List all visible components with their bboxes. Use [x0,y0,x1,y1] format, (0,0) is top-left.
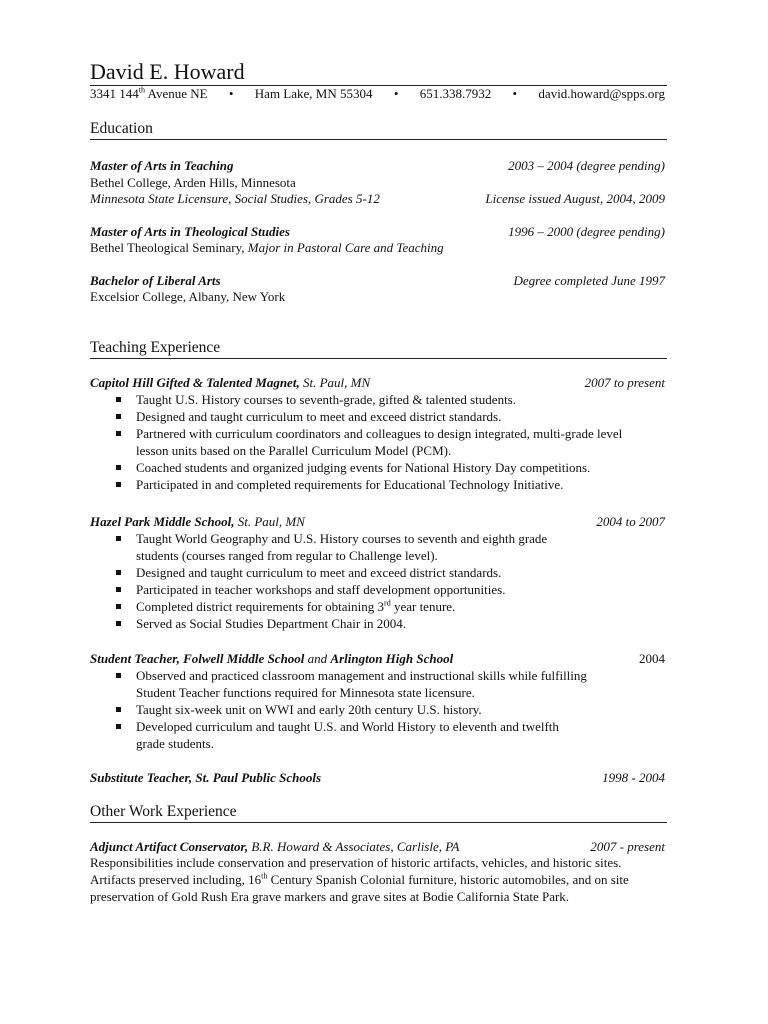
degree-title: Bachelor of Liberal Arts [90,273,221,288]
list-item: Completed district requirements for obtaining 3rd year tenure. [90,598,665,615]
contact-separator: • [393,86,399,101]
licensure-text: Minnesota State Licensure, Social Studies, Grades 5-12 [90,191,380,206]
list-item: Taught six-week unit on WWI and early 20th century U.S. history. [90,701,665,718]
license-issued: License issued August, 2004, 2009 [485,191,665,206]
education-entry [90,157,665,174]
job-header [90,838,665,855]
contact-email[interactable]: david.howard@spps.org [538,86,665,101]
education-entry [90,223,665,240]
section-heading-other-work: Other Work Experience [90,802,667,823]
contact-separator: • [228,86,234,101]
list-item: Designed and taught curriculum to meet and exceed district standards. [90,408,665,425]
list-item: Served as Social Studies Department Chair in 2004. [90,615,665,632]
list-item: Participated in teacher workshops and staff development opportunities. [90,581,665,598]
contact-phone: 651.338.7932 [419,86,492,101]
job-description: Artifacts preserved including, 16th Century Spanish Colonial furniture, historic automobiles, and on site [90,871,629,887]
list-item: Taught U.S. History courses to seventh-grade, gifted & talented students. [90,391,665,408]
list-item: Taught World Geography and U.S. History courses to seventh and eighth grade students (courses ranged from regular to Challenge level). [90,530,665,564]
job-date: 1998 - 2004 [602,770,665,785]
list-item: Partnered with curriculum coordinators and colleagues to design integrated, multi-grade level lesson units based on the Parallel Curriculum Model (PCM). [90,425,665,459]
job-header [90,769,665,786]
job-employer: Substitute Teacher, St. Paul Public Schools [90,770,322,785]
contact-separator: • [512,86,518,101]
job-date: 2004 to 2007 [596,514,665,529]
education-entry [90,272,665,289]
degree-date: 2003 – 2004 (degree pending) [508,158,665,173]
job-employer: Adjunct Artifact Conservator, B.R. Howard & Associates, Carlisle, PA [90,839,460,854]
list-item: Observed and practiced classroom management and instructional skills while fulfilling Student Teacher functions required for Minnesota state licensure. [90,667,665,701]
school-line: Bethel College, Arden Hills, Minnesota [90,175,296,190]
job-description: Responsibilities include conservation and preservation of historic artifacts, vehicles, and historic sites. [90,855,622,870]
job-header [90,650,665,667]
job-date: 2007 to present [584,375,665,390]
resume-name: David E. Howard [90,59,667,86]
school-line: Bethel Theological Seminary, Major in Pastoral Care and Teaching [90,240,444,255]
school-line: Excelsior College, Albany, New York [90,289,286,304]
job-header [90,513,665,530]
list-item: Designed and taught curriculum to meet and exceed district standards. [90,564,665,581]
section-heading-education: Education [90,119,667,140]
contact-address: 3341 144th Avenue NE [90,85,208,101]
degree-title: Master of Arts in Theological Studies [90,224,290,239]
list-item: Participated in and completed requirements for Educational Technology Initiative. [90,476,665,493]
job-date: 2007 - present [590,839,665,854]
job-employer: Hazel Park Middle School, St. Paul, MN [90,514,305,529]
degree-date: 1996 – 2000 (degree pending) [508,224,665,239]
licensure-line [90,190,665,207]
job-header [90,374,665,391]
job-date: 2004 [639,651,665,666]
job-employer: Student Teacher, Folwell Middle School and Arlington High School [90,651,454,666]
job-bullets [90,391,665,493]
contact-city: Ham Lake, MN 55304 [254,86,373,101]
section-heading-teaching: Teaching Experience [90,338,667,359]
list-item: Coached students and organized judging events for National History Day competitions. [90,459,665,476]
degree-title: Master of Arts in Teaching [90,158,234,173]
job-description: preservation of Gold Rush Era grave markers and grave sites at Bodie California State Park. [90,889,570,904]
degree-date: Degree completed June 1997 [513,273,665,288]
job-employer: Capitol Hill Gifted & Talented Magnet, St. Paul, MN [90,375,371,390]
list-item: Developed curriculum and taught U.S. and World History to eleventh and twelfth grade students. [90,718,665,752]
contact-line [90,85,665,102]
job-bullets [90,530,665,632]
job-bullets [90,667,665,752]
